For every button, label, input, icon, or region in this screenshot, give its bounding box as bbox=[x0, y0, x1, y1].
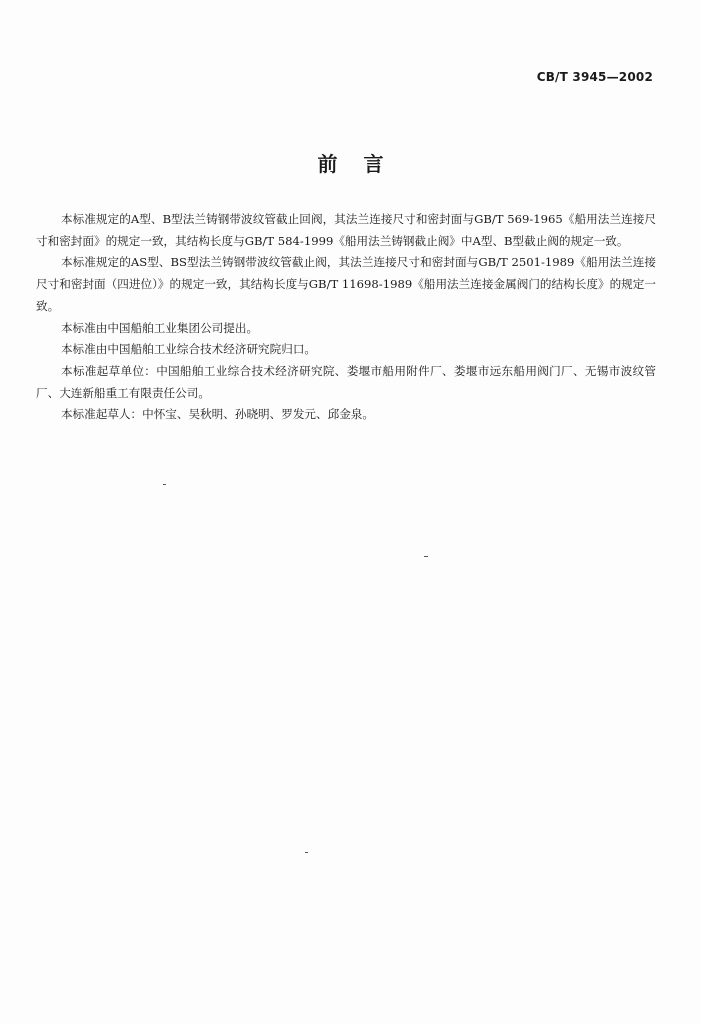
scan-speck bbox=[305, 852, 308, 853]
paragraph-centralized-by: 本标准由中国船舶工业综合技术经济研究院归口。 bbox=[60, 342, 317, 357]
paragraph-scope-ab: 本标准规定的A型、B型法兰铸钢带波纹管截止回阀，其法兰连接尺寸和密封面与GB/T 569-1965《船用法兰连接尺寸和密封面》的规定一致，其结构长度与GB/T 584-1999《船用法兰铸钢截止阀》中A型、B型截止阀的规定一致。 bbox=[36, 212, 656, 248]
paragraph-scope-as-bs: 本标准规定的AS型、BS型法兰铸钢带波纹管截止阀，其法兰连接尺寸和密封面与GB/T 2501-1989《船用法兰连接尺寸和密封面（四进位）》的规定一致，其结构长度与GB/T 11698-1989《船用法兰连接金属阀门的结构长度》的规定一致。 bbox=[36, 255, 656, 313]
scan-speck bbox=[163, 484, 166, 485]
scan-speck bbox=[424, 556, 428, 557]
paragraph-drafters: 本标准起草人：中怀宝、吴秋明、孙晓明、罗发元、邱金泉。 bbox=[60, 407, 374, 422]
paragraph-proposer: 本标准由中国船舶工业集团公司提出。 bbox=[60, 320, 259, 335]
page-title: 前言 bbox=[317, 152, 410, 176]
foreword-body bbox=[36, 209, 656, 426]
paragraph-drafting-units: 本标准起草单位：中国船舶工业综合技术经济研究院、娄堰市船用附件厂、娄堰市远东船用阀门厂、无锡市波纹管厂、大连新船重工有限责任公司。 bbox=[36, 363, 656, 400]
standard-code: CB/T 3945—2002 bbox=[536, 70, 653, 84]
